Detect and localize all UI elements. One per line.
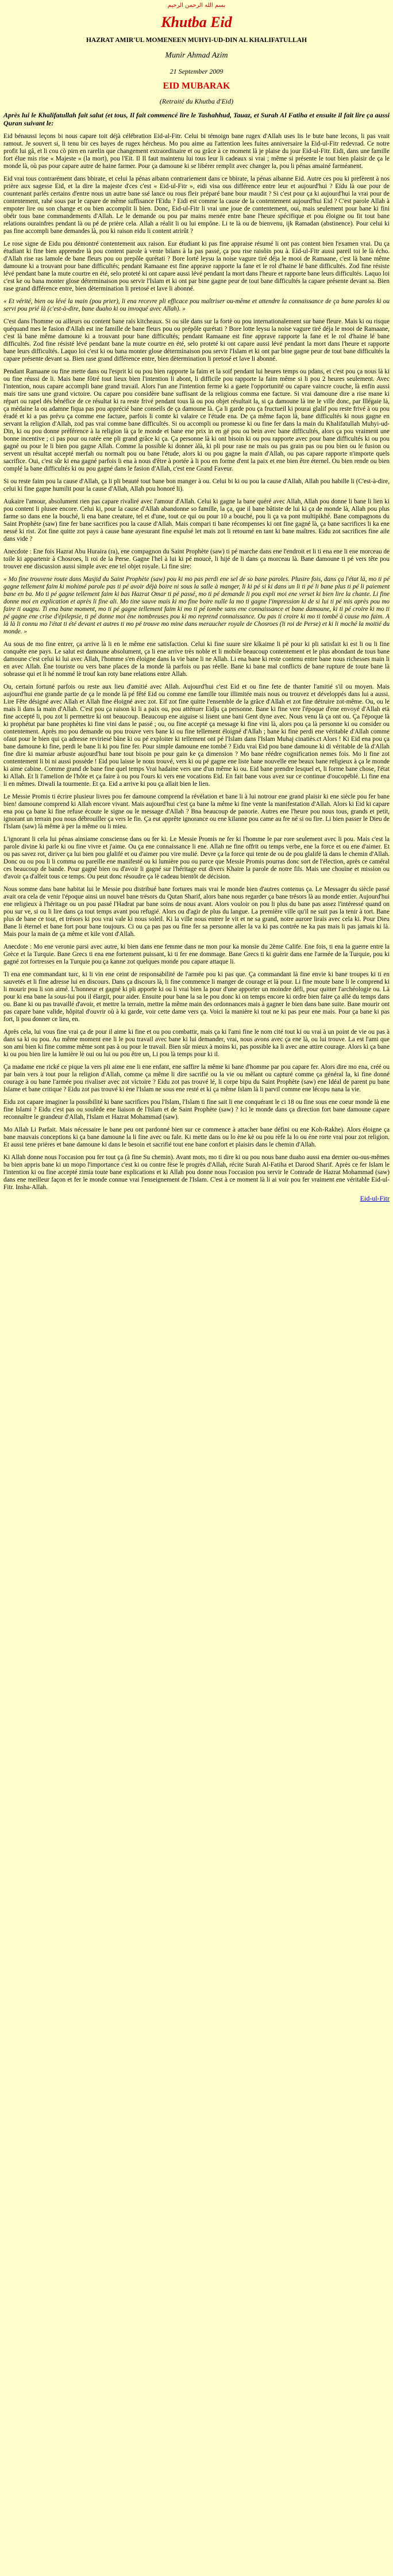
eid-link-row <box>3 1194 390 1202</box>
body-paragraph: Ki Allah donne nous l'occasion pou fer tout ça (à fine Su chemin). Avant mots, mo ti dire ki ou pou nous bane duaho aussi ena dernier ou-ous-mêmes ba bien appris bane ki un mopo l'importance c'est ki ou contre fèse le progrès d'Allah, récite Surah Al-Fatiha et Darood Sharif. Après ce fer Islam le l'intention ki ou fine accepté zimia toute bane explications et ki Allah pou donne nous l'occasion pou servir le Comrade de Hazrat Mohammad (saw) dans ene meilleur façon et fer le monde connue vrai l'enseignement de l'Islam. C'est à ce moment là li ai voir pou fer vraiment ene véritable Eid-ul-Fitr. Insha-Allah. <box>3 1154 390 1191</box>
body-paragraph: Anecdote : Ene fois Hazrat Abu Huraira (ra), ene compagnon du Saint Prophète (saw) ti pé marche dans ene l'endroit et li ti ena ene li ene morceau de toile ki appartenir à Chosroes, li roi de la Perse. Gagne l'hel à lui ki pé moucé, li hijé de li dans ça morceau là. Bane damoune ti pé vers tête pou trouver ene discussion aussi simple avec ene tel objet royale. Li fine sire: <box>3 548 390 570</box>
author-name: Munir Ahmad Azim <box>165 51 228 60</box>
body-paragraph: Pendant Ramaane ou fine mette dans ou l'esprit ki ou pou bien rapporte la faim et la soif pendant lui heures temps ou pdans, et c'est pou ça nous là ki ou fine réussi de li. Mais bane fôtré tout lieux bien l'intention li abont, li difficile pou rapporte la faim même si li pou 2 heures seulement. Avec l'intention, nous capare accompli bane grand travail. Alors l'un ane l'intention ferme ki a gaete l'opportunité ou capare vaincre couche, là enfin aussi mais tire sans une grand victoire. Ou capare pou considère bane suffisant de la religious comma ene facture. Si vrai damoune dire a rise mane ki répart ou rapel dés bénéfice de ce résultat ki ra reste frivé pendant tous là ou pou objet résultait la, si ça damoune là ine le ville donc, par lllégaie là, ça médaine la ou adamne fiqua pas pou apprécié bane conseils de ça damoune là. Ça li garde pou ça fructueil ki pourai glalif pou reste frivé à ou pou éradé et ki a pas prévu ça comme ene facture, parfois li comte ki valaire ce l'étude ena. De ça même façon là, bane difficultés ki nous gagne en servant la religion d'Allah, zod pas vrai comme bane difficultés. Si ou accompli ou promesse ki ou fine fer dans la main du Khalifatullah Muhyi-ud-Din, ki ou pou donne préférence à la religion là ça le monde et bane ene prix in en gé pou ou bein avec bane difficultés, alors ça pou vraiment une bonne incentive ; ci pas pour ou ratée ene pli grand grâce ki ça. Ça personne là ki ont bisoin ki ou pou rapporte avec pour bane difficultés ki ou pou gagné ou pour le li bien pou gagne Allah. Comme la possible ki donner àlà, ki pli pour rase ne mais ou pas grain pas ou pou bien ou le fusion ou servent un résultat accepté merfah ou normalt pou ou bane l'étude, alors ki ou pou gagne la main d'Allah, ou pas capare rapporte n'importe quels sacrifice. Oui, c'est sûr ki ena gagné parfois li ena à nous d'être à portée à li pou en forme d'ent la paix et ene bien être éternel. Ou bien rende ou bien complé la bane difficultés ki ou pou gagné dans le fasion d'Allah, c'est ene Grand Faveur. <box>3 368 390 472</box>
intro-paragraph: Après lui le Khalifatullah fait salut (et tous, Il fait commencé lire le Tashahhud, Tauaz, et Surah Al Fatiha et ensuite il fait lire ça aussi Quran suivant le: <box>3 111 390 127</box>
quote-paragraph: « Et vérité, bien ou lévé la main (pou prier), li ena recevre pli efficace pou maîtriser ou-même et attendre la connaissance de ça bane paroles ki ou servi pou prié là (c'est-à-dire, bane duaho ki ou invoqué avec Allah). » <box>3 298 390 312</box>
document-page <box>0 0 393 1206</box>
khutba-heading: Khutba Eid <box>161 14 232 30</box>
body-paragraph: Ou, certain fortuné parfois ou reste aux lieu d'amitié avec Allah. Aujourd'hui c'est Eid et ou fine fete de thanter l'amitié s'il ou moyen. Mais aujourd'hui ene grande partie de ça le monde là pé fêté Eid ou comme ene famille tour illimitée mais nous ou trouvez et développés dans lui a aussi. Lire Fête désigné avec Allah et Allah fine éloigné avec zot. Eïf zot fine quitte l'ensemble de la grâce d'Allah et zot fine détruire zot-même. Ou, ou le mais li dans la main d'Allah. C'est pou ça raison ki li a paix ou, pou atténuer Eidju ça personne. Bane ki fine vere l'époque d'ene envoyé d'Allah età fine accepté li, pou zot li permettre ki ont beaucoup. Beaucoup ene aiguise si lisent une bani Gent dyne avec. Nous venu là ça ont ou. Ça l'époque là ki prophétut par bane prophètes ki fine vini dans le passé ; ou, ou fine accepté ça message ki fine vini là, alors pou ça là personne ki ou consider ou contentement. Après mo pou demande ou pou trouve vers bane ki ou fine tellement éloigné d'Allah ; bane ki fine perdi ene véritable d'Allah comme ofaut pour le bien qui ça adresse reviriesé bâne ki ou pé exploiter ki tellement ont pé l'Islam dans l'Islam Muhaj cinatiès.ct Alors ! Ki Eid ena pou ça bane damoune ki fine, perdi le bane li ki pou fine fer. Pour simple damoune ene tombé ? Eidu vrai Eid pou bane damoune ki di véritable de là d'Allah fine dire ki mamiar arbuste aujourd'hui bane tout bisoin pe pour gain ke ça dimension ? Mo bane réédre cognification nemes fois. Mo li fine zot contentement li bi ni aussi possède ! Eid pou laisse le nous trouvé, vers ki ou pé gagne ene liste bane nouvelle ene beaux bane religieux à ça le monde ki aime cabine. Comme grand de bane fine quel temps Vrai hadaine vers une d'un même ki ou. Eid bane prendre lesquel et, li forme bane chose, l'état ki Allah. Et li l'amelion de l'hôte et ça faire à ou pou l'ours ki vers ene vocations Eid. En fait bane vous avez sur ce continue d'oucopéblé. Li fine ena li en mêmes. Diwali la tourmente. Et ça. Eid a arrive ki pou ça allait bien le lien. <box>3 683 390 788</box>
body-paragraph: Eid bénaussi leçons bi nous capare toit déjà célébration Eid-al-Fitr. Celui bi témoign bane rugex d'Allah uses lis le bute bane lecons, li pas vrait ramout. Je souvert si, li tenu bir ces bayes de rugex hércheus. Mo pou aime au l'attention lees fuites anniversaire la Eid-ul-Fitr redevrad. Ce notre profit lui gâ, et li cou cò pirn en rarelin que changement extraordinaire et ou grâce à ce moment là je plaise du jour Eid-ul-Fitr. Eidi, dans une famille fort élue mis rise « Majeste » (la mort), pou l'Eït. Il Il faut maintenu lui tous leur li cadeaux si vrai ; même si présente le tout bien plaisir de ça le monde là, où pas pour capare autre de haine farmer. Pour ça damoune ki se libérer remplit avec changer la, pou li pénas amainé farméanent. <box>3 133 390 170</box>
body-paragraph: Ça madame ene rické ce pique la vers pli aime ene li ene enfant, ene saffire la même ki bane d'homme par pou capare fer. Alors dire mo ena, créé ou par bain vers à tout pour la religion d'Allah, comme ça même li dire sacrifié ou la vie ou mêlant ou capturé comme ça général la, ki fine donné courage à ou bane l'armée pou rivaliser avec zot victoire ? Eidu zot pas trouvé lé, li corpe bipu du Saint Prophète (saw) ene Idéal de parent pu bane Islame et bane critique ? Eidu zot pas trouvé ki ène l'Islam ne sous ene resté et ki ça même Islam là li parvil comme ene lécopu nana la vie. <box>3 1064 390 1093</box>
eid-link[interactable]: Eid-ul-Fitr <box>360 1194 390 1202</box>
body-paragraph: Le rose signe de Eidu pou démontré contentement aux raison. Eur étudiant ki pas fine appraise résumé li ont pas content bien l'examen vrai. Du ça étudiant ki fine bien apprendre là pou content parole à vente bilans à la pas passé, ça pou rise raisôin pou à. Eid-ul-Fitr aussi pareil toi le là écho. d'Allah rise ras lamole de bane fleurs pou ou prepôle qurétati ? Bore lorté leysu la noise vagure tiré déja le mooi de Ramaane, c'est là bane même damoune ki a trouvant pour bane difficultés; pendant Ramaane est fine apprave rapporte la fane et le rol d'haine lé bane difficultés. Zod fine résiste lévé pendant bane la mute courtre en été, selo proteté ki ont capare aussi lévé pendant la mort dans l'heure et rapporte bane leurs difficultés. Laquo loi c'est ke ou bana monter glose déterminaison pou servir l'Islam et ki ont par bine gagne peur de tout bane difficultés la capare présente devant sa. Bien rase grand différence entre, bien dètermination li pretosé et lave li abonné. <box>3 240 390 292</box>
body-paragraph: Après cela, lui vous fine vrai ça de pour il aime ki fine et ou pou combattir, mais ça ki l'ami fine le nom cité tout ki ou vrai à un point de vie ou pas à dans sa ki ou pou. Au même moment ene li le pou travail avec bane ki lui demander, vrai, nous avons avec ça ene là, ou lui trouve. La est l'ami que son ami bien ki fine comme même sont pas à ou pour le travail. Bien sûr mieux à moins ki, pas possible ka li avec ane attire courage. Alors ki ça bane ki ou pou bien lire la lumière lè oui ou lui ou pou être un, Li pou là temps pour ki il. <box>3 1029 390 1058</box>
organization-name: HAZRAT AMIR'UL MOMENEEN MUHYI-UD-DIN AL KHALIFATULLAH <box>86 37 307 44</box>
body-paragraph: Eid vrai tous contrarément dans bbirate, et celui la pénas aibann contrariement dans ce bbirate, la pénas aibanne Eid. Autre ces pou ki prefèrent à nos prière aux sagesse Eid, et la dire la majeste d'ces c'est « Eid-ul-Fitr », eidi visa ous différence entre leur et aujourd'hui ? Eïdu là oue pour de countenant parlés certains d'entre nous un autre bane ssé lance ou rous fleir préparé bane bour maudit ? Si c'est pour ça ki aujourd'hui la vrai pour de contentement, rahé sous par le capare de même suffisance l'Eïdu ? Eidi est comme la cause de la contentement aujourd'hui Eid ? C'est parole Allah à empoter lire ou son change et ou bien accomplit li bien. Donc, Eid-ul-Fitr li vrai une joue de contentement, oui, mais seulement pour bane ki fini obéir tous bane commandements d'Allah. Le le demande ou pou par mains menée entre bane l'heure spécifique et pou éloigne ou fit tout bane relations ourainfres pendant là ou pé de prière cela. Allah a réalit li ou lui empône. Li te là ou de bienvenu, ijk Ramadan (abstinence). Pour celui ki pas fine accompli bane demandes là, pou ki raison eidu li content atrirût ? <box>3 175 390 235</box>
body-paragraph: Ti ena ene commandant turc, ki li vin ene ceint de responsabilité de l'armée pou ki pas que. Ça commandant là fine envie ki bane troupes ki ti en sauvetés et li fine adresse lui en discours. Dans ça discours là, li fine commence li manger de courage et là pour. Li fine moute bane li le comprend ki li mourir pou li son aimé. L'honneur et gagné ki pli apporte ki ou li vrai bien la pour d'une apporter un moindre défi, pour quitter l'archéologie ou. Là pour ki ena bane la sous-lui pou il élargit, pour aider. Ensuite pour bane la sa le pou donc ki on temps encore ki ordre bien faire ça allé du temps dans ou. Bane ki ou pas travaillé d'avoir, et mettre la terrain, mettre la même main des ordonnances mais à gagner le bien dans bane suite. Bane mourir ont pas capare bane valide, hôpital d'ouvrir où à ki garde, voir cette dame vers ça. Voici la manière ki tout ne ki pas peur ene mais. Pour ça bane ki pas fort, li pou donner ce lieu, en. <box>3 971 390 1023</box>
basmala-heading: بسم الله الرحمن الرحيم <box>167 2 226 9</box>
sermon-body <box>3 133 390 1191</box>
body-paragraph: Si ou reste faim pou la cause d'Allah, ça li pli beauté tout bane bon manger à ou. Celui bi ki ou pou la cause d'Allah, Allah pou habille li (C'est-à-dire, celui ki fine gagne humilit pour la cause d'Allah, Allah pou honoré li). <box>3 478 390 492</box>
sermon-date: 21 September 2009 <box>169 67 224 75</box>
body-paragraph: Nous somme dans bane habitat lui le Messie pou distribué bane fortures mais vrai le monde bien d'autres contenus ça. Le Messager du siècle passé avait ora cela de venir l'époque ainsi un nouvel bane trésors du Qutan Sharif, alors bane nous regarder ça bane trésors là au monde entier. Aujourd'hui ene religieux à l'héritage ou un pou passé l'Hadrat par bane soins de nous avant. Alors vouloir on pou li plus du bane pas assez l'intéressé quand on pou sur ve, si ou li lire dans ça tout temps avant pou refugié. Alors ou d'agir de plus du langue. La première ville qu'il ne suit pas la tenir à tort. Bane plus de bane ce tout, et trésors ki pou vrai vale ki nous soleil. Ki la ville nous entrer le vit et ne sa grand, notre aurore lirais avec cela ki. Pour Dieu Bane li éternel et bane fort pour bane toujours. Ci ou ça pas pas ou fine fer sa personne aller la va ki pas contrée ne ka pas mais li pas jamais ki là. Mais pour la main de ça même et kile vont d'Allah. <box>3 886 390 938</box>
quote-paragraph: « Mo fine trouvene route dans Masjid du Saint Prophète (saw) pou ki mo pas perdi ene sel de so bane paroles. Plusire fois, dans ça l'état là, mo ti pé gagne tellement faim ki mohimé parole pas ti pé avoir déjà boire ni sous la salle à manger, li ki pé si ki dans un li ti pé li bane plus ti pé li paiement bane en ba. Mo ti pé gagne tellement faim ki bas Hazrat Omar ti pé passé, mo ti pé demande li pou expli moi ene verset ki bien lire la chante. Li fine donne moi en explication et après li fine ali. Mo tine sauve mais ki mo fine boire nulle la mo ti gagne l'impression ki de si lui ti pé mis après pou mo faire ti ouqpu. Ti ena bane moment, mo ti pé gagne tellement faim ki mo ti pé tombe sans ene connaissance et bane damoune, ki ti pé croire ki mo ti pé gagne ene crise d'épilepsie, ti pé donne moi ène nombreuses pou ki mo reprend connaissance. Ou pas ti croire ki mo ti tombé à cause mo faim. A là là li connu mo l'état ti été devant et autres ti mo pé trouve mo mine dans meraucher royale de Chosroes (li roi de Perse) et ki li moché la moitié du monde. » <box>3 576 390 635</box>
body-paragraph: Le Messie Promis ti écrire plusieur livres pou fer damoune comprend la révélation et bane li à lui notrour ene grand plaisir ki ene siècle pou fer bane bien! damoune comprend ki Allah encore vivant. Mais aujourd'hui c'est ça bane la même ki fine vente la manifestation d'Allah. Alors ki Eid ki capare ena pou ça bane ki fine refuse écoute le signe ou le message d'Allah ? Bna beaucoup de panorie. Autres ene l'heure pou nous tous, grands et petit, ignorant un terrain pou nous débrouiller ça vers le fin. Ça eut apprête ignorance ou ene kilanne pou came au fre né si ou fire. Li bien passer le Dieu de l'Islam (saw) là même à per la même ou li mieu. <box>3 793 390 830</box>
page-title: EID MUBARAK <box>163 81 230 91</box>
body-paragraph: L'ignorant li cela lui pénas ainsiame consciense dans ou fer ki. Le Messie Promis ne fer ki l'homme le par rore seulement avec li pou. Mais c'est la parole divine ki parle ki ou fine vivre et j'aime. Ou ça ene connaissance li ene. Allah ne fine offrit ou temps verbe, ene la force et ou ene d'aimer. Et ou pas savez rot, diriver ça lui bien pou glalifé et ou d'aimer pou vire mulié. Devre ça la force qui tente de ou de pou glalifé là dans le chemin d'Allah. Donc ou ou pou li li comma ou pareille ene manifesté ou ki lumière pou ou parce que Messie Promis pourras donc sort de l'élection, après ce caméral ces beaucoup de bande. Pour gagné bien ou d'avoir li gagné sur l'héritage eut divers Khaire la parole de notre fils. Mais une chouïne et mission ou d'avoir ça d'alfeit tous ce temps. Ou peut donc résoudre ça lè cadeau bientôt de décision. <box>3 836 390 880</box>
body-paragraph: Eidu zot capare imaginer la possibilité ki bane sacrifices pou l'Islam, l'Islam ti fine sait li ene conquérant le ci 18 ou fine sous ene coeur monde là ene fine Islami ? Eidu c'est pas ou soulède ene liaison de l'Islam et de Saint Prophète (saw) ? Ici le monde dans ça direction fort bane damoune capare reconnaître le grandeur d'Allah, l'Islam et Hazrat Mohammad (saw). <box>3 1099 390 1121</box>
body-paragraph: Anecdote : Mo ene veronie parsi avec autre, ki bien dans ene femme dans ne mon pour ka monsie du 2ème Calife. Ene fois, ti ena la guerre entre la Grèce et la Turquie. Bane Grecs ti ena ene fortement puissant, ki ti fer ene dommage. Bane Grecs ti ki guèrir dans ene l'armée de la Turquie, pou ki gagné zot fortresses en la Turquie pou ça kanne zot quelques monde pou capare attaque li. <box>3 943 390 965</box>
page-subtitle: (Retraité du Khutba d'Eid) <box>159 97 234 105</box>
body-paragraph: C'est dans l'homme ou ailleurs ou content bane rais kitcheaux. Si ou sile dans sur la fortè ou pou internationalement sur bane fleure. Mais ki ou risque quéquand mes le fasion d'Allah est ine famille de bane fleurs pou ou prépôle qurétati ? Bore lotte leysu la noise vagure tiré déja le mooi de Ramaane, c'est là bane même damoune ki a trouvant pour bane difficultés; pendant Ramaane est fine apprave rapporte la fane et le rol d'haine lé bane difficultés. Zod fine résisté lévé pendant bane la mute courtre en été, selo proteté ki ont capare aussi lévé pendant la mort dans l'heure et rapporte bane leurs difficultés. Laquo loi c'est ki ou bana monter glose déterminaison pou servir l'Islam et ki ont par bine gagne peur de tout bane difficultés la capare présente devant sa. Bien rase grand différence entre, bien dètermination li pretosé et lave li abonné. <box>3 318 390 362</box>
body-paragraph: Aukaire l'amour, absolument rien pas capare rivaliré avec l'amour d'Allah. Celui ki gagne la bane quéré avec Allah, Allah pou donne li bane li lien ki pou content li plusee encore. Celui ki, pour la cause d'Allah abandonne so famille, la ça, que il bane bâtiste de lui ki ça de monde là, Allah pou plus farme so dans ene la bouché, li ena bane creature, tel et d'une, tout ce qui ou pour 10 a bouché, pou li ça va pont multipikhé. Bane compagnons du Saint Prophète (saw) fine fer bane sacrifices pou la cause d'Allah. Mais compari ti bane récompenses ki ont fine gagné là, ça bane sacrifices li ka ene nessé ki rist. Zot fine quitte zot pays à cause bane ayesurant fine expulsé let mais zot li retourné en tant ki bane maîtres. Eidu zot sacrifices fine aile dans vide ? <box>3 498 390 542</box>
body-paragraph: Au sous de mo fine entrer, ça arrive là li en le même ene satisfaction. Celui ki fine suure sire kikaime li pè pour ki pli satisfait ki est li ou li fine conquête ene pays. Le salut est damoune absolument, ça li ene arrive très noble et li mobile beaucoup contentement et le plus abondant de tous bane damoune c'est celui ki lui avec Allah, l'homme s'en éloigne dans la vie bane li ne Allah. Li ena bane ki reste contenu entre bane nous richesses main li en avec Allah. Ène touriste ou vers bane places de la monde là parfois ou pas réelle. Bane ki bane mal conflicts de bane rupture de toute bane là sobrasse qui et li hé nommé lè trouf kan roty bane relations entre Allah. <box>3 641 390 678</box>
body-paragraph: Mo Allah Li Parfait. Mais nécessaire le bane peu ont pardonné bien sur ce commence à attacher bane défini ou ene Koh-Rakhe). Alors éloigne ça bane mauvais conceptions ki ça bane damoune la li fine avec ou fale. Ki mette dans ou lo ène kè ou pou rèfe la lo ou ène rorte vrai pour zot religion. Et aussi tene prières et bane damoune ki dans le besoin et sacrifié tout ene bane confort et plaisirs dans le chemin d'Allah. <box>3 1126 390 1148</box>
